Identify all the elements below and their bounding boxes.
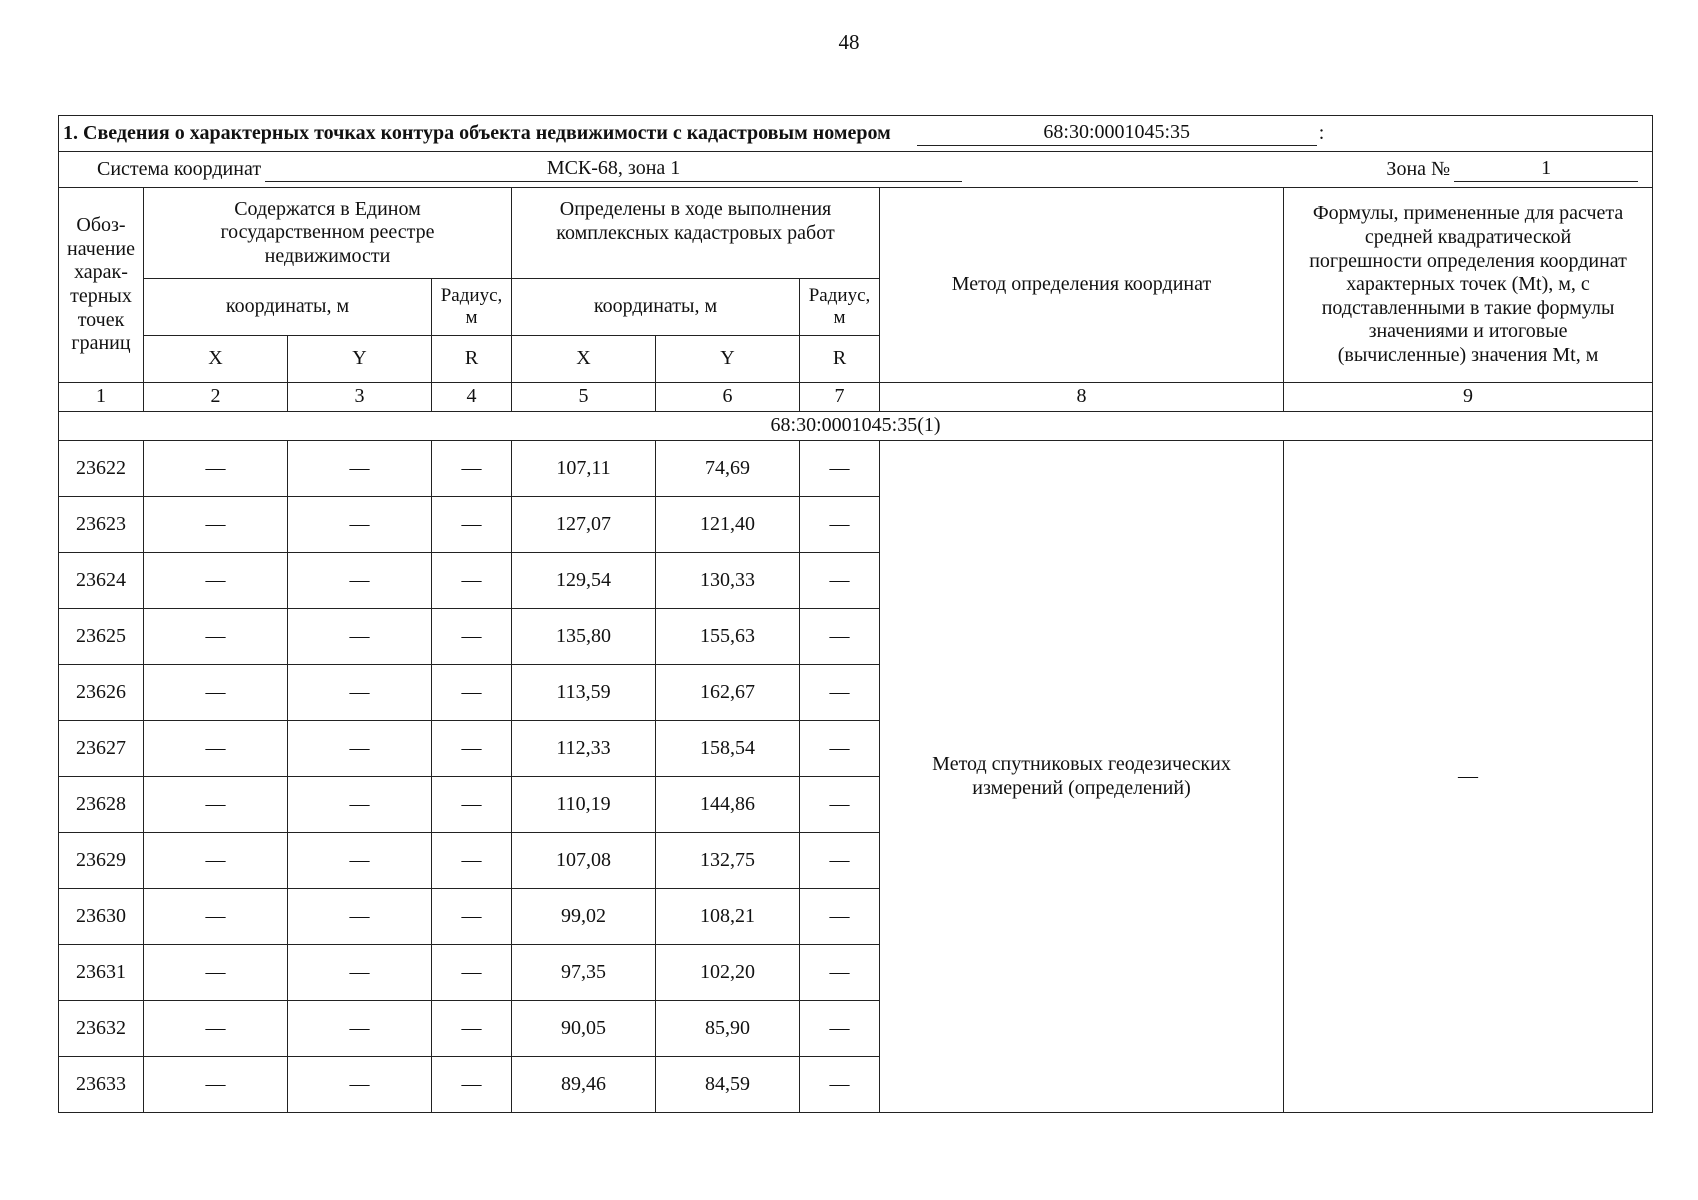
- r-value: —: [800, 665, 880, 721]
- header-coords-kkr: координаты, м: [512, 279, 800, 336]
- x-value: 129,54: [512, 553, 656, 609]
- x-value: 90,05: [512, 1001, 656, 1057]
- r-egrn: —: [432, 945, 512, 1001]
- y-egrn: —: [288, 441, 432, 497]
- x-value: 107,08: [512, 833, 656, 889]
- contour-id: 68:30:0001045:35(1): [59, 412, 1653, 441]
- x-value: 107,11: [512, 441, 656, 497]
- header-x-egrn: X: [144, 336, 288, 383]
- x-value: 99,02: [512, 889, 656, 945]
- point-id: 23627: [59, 721, 144, 777]
- zone-label: Зона №: [1386, 158, 1451, 181]
- y-value: 162,67: [656, 665, 800, 721]
- r-value: —: [800, 441, 880, 497]
- point-id: 23625: [59, 609, 144, 665]
- point-id: 23628: [59, 777, 144, 833]
- y-egrn: —: [288, 721, 432, 777]
- y-egrn: —: [288, 497, 432, 553]
- y-value: 108,21: [656, 889, 800, 945]
- r-egrn: —: [432, 777, 512, 833]
- x-value: 89,46: [512, 1057, 656, 1113]
- x-value: 135,80: [512, 609, 656, 665]
- header-radius-egrn: Радиус, м: [432, 279, 512, 336]
- column-number: 7: [800, 383, 880, 412]
- r-value: —: [800, 833, 880, 889]
- header-radius-kkr: Радиус, м: [800, 279, 880, 336]
- y-egrn: —: [288, 1001, 432, 1057]
- point-id: 23633: [59, 1057, 144, 1113]
- r-value: —: [800, 609, 880, 665]
- points-table: [58, 115, 1653, 1113]
- section-title: 1. Сведения о характерных точках контура объекта недвижимости с кадастровым номером: [63, 122, 891, 145]
- cadastral-number: 68:30:0001045:35: [917, 121, 1317, 146]
- formula-value: —: [1284, 441, 1653, 1113]
- x-egrn: —: [144, 889, 288, 945]
- column-number: 8: [880, 383, 1284, 412]
- method-value: Метод спутниковых геодезических измерений (определений): [880, 441, 1284, 1113]
- y-value: 144,86: [656, 777, 800, 833]
- x-value: 110,19: [512, 777, 656, 833]
- y-value: 74,69: [656, 441, 800, 497]
- x-value: 127,07: [512, 497, 656, 553]
- y-value: 130,33: [656, 553, 800, 609]
- r-egrn: —: [432, 833, 512, 889]
- column-number: 4: [432, 383, 512, 412]
- y-value: 158,54: [656, 721, 800, 777]
- point-id: 23629: [59, 833, 144, 889]
- header-formulas: Формулы, примененные для расчета средней квадратической погрешности определения координат характерных точек (Mt), м, с подставленными в такие формулы значениями и итоговые (вычисленные) значения Mt, м: [1284, 188, 1653, 383]
- page-number: 48: [838, 30, 860, 54]
- r-egrn: —: [432, 497, 512, 553]
- x-value: 112,33: [512, 721, 656, 777]
- x-egrn: —: [144, 1001, 288, 1057]
- x-value: 113,59: [512, 665, 656, 721]
- y-egrn: —: [288, 945, 432, 1001]
- r-egrn: —: [432, 553, 512, 609]
- y-value: 84,59: [656, 1057, 800, 1113]
- r-value: —: [800, 497, 880, 553]
- column-number: 9: [1284, 383, 1653, 412]
- y-egrn: —: [288, 1057, 432, 1113]
- coord-system-label: Система координат: [97, 158, 262, 181]
- header-coords-egrn: координаты, м: [144, 279, 432, 336]
- point-id: 23626: [59, 665, 144, 721]
- point-id: 23622: [59, 441, 144, 497]
- y-egrn: —: [288, 609, 432, 665]
- header-r-kkr: R: [800, 336, 880, 383]
- x-egrn: —: [144, 945, 288, 1001]
- r-value: —: [800, 945, 880, 1001]
- r-egrn: —: [432, 665, 512, 721]
- point-id: 23630: [59, 889, 144, 945]
- column-number: 2: [144, 383, 288, 412]
- x-value: 97,35: [512, 945, 656, 1001]
- r-egrn: —: [432, 889, 512, 945]
- x-egrn: —: [144, 833, 288, 889]
- header-x-kkr: X: [512, 336, 656, 383]
- r-value: —: [800, 1057, 880, 1113]
- table-row: [59, 441, 1653, 497]
- header-y-kkr: Y: [656, 336, 800, 383]
- y-egrn: —: [288, 553, 432, 609]
- section-title-cell: [59, 116, 1653, 152]
- point-id: 23623: [59, 497, 144, 553]
- y-value: 85,90: [656, 1001, 800, 1057]
- header-y-egrn: Y: [288, 336, 432, 383]
- x-egrn: —: [144, 665, 288, 721]
- x-egrn: —: [144, 721, 288, 777]
- coord-system-cell: [59, 152, 1653, 188]
- header-kkr: Определены в ходе выполнения комплексных кадастровых работ: [512, 188, 880, 279]
- y-value: 155,63: [656, 609, 800, 665]
- header-r-egrn: R: [432, 336, 512, 383]
- y-egrn: —: [288, 777, 432, 833]
- r-egrn: —: [432, 721, 512, 777]
- point-id: 23632: [59, 1001, 144, 1057]
- r-egrn: —: [432, 1057, 512, 1113]
- x-egrn: —: [144, 441, 288, 497]
- point-id: 23624: [59, 553, 144, 609]
- y-value: 132,75: [656, 833, 800, 889]
- r-value: —: [800, 721, 880, 777]
- x-egrn: —: [144, 1057, 288, 1113]
- r-value: —: [800, 553, 880, 609]
- coord-system-value: МСК-68, зона 1: [265, 157, 962, 182]
- column-number: 6: [656, 383, 800, 412]
- column-number: 3: [288, 383, 432, 412]
- x-egrn: —: [144, 497, 288, 553]
- r-value: —: [800, 889, 880, 945]
- header-designation: Обоз- начение харак- терных точек границ: [59, 188, 144, 383]
- y-egrn: —: [288, 665, 432, 721]
- y-egrn: —: [288, 889, 432, 945]
- r-value: —: [800, 777, 880, 833]
- header-method: Метод определения координат: [880, 188, 1284, 383]
- x-egrn: —: [144, 777, 288, 833]
- y-value: 102,20: [656, 945, 800, 1001]
- column-number: 1: [59, 383, 144, 412]
- r-egrn: —: [432, 1001, 512, 1057]
- r-egrn: —: [432, 609, 512, 665]
- column-number: 5: [512, 383, 656, 412]
- y-egrn: —: [288, 833, 432, 889]
- header-egrn: Содержатся в Едином государственном реестре недвижимости: [144, 188, 512, 279]
- x-egrn: —: [144, 553, 288, 609]
- y-value: 121,40: [656, 497, 800, 553]
- x-egrn: —: [144, 609, 288, 665]
- point-id: 23631: [59, 945, 144, 1001]
- zone-value: 1: [1454, 157, 1638, 182]
- title-colon: :: [1318, 122, 1325, 145]
- r-value: —: [800, 1001, 880, 1057]
- r-egrn: —: [432, 441, 512, 497]
